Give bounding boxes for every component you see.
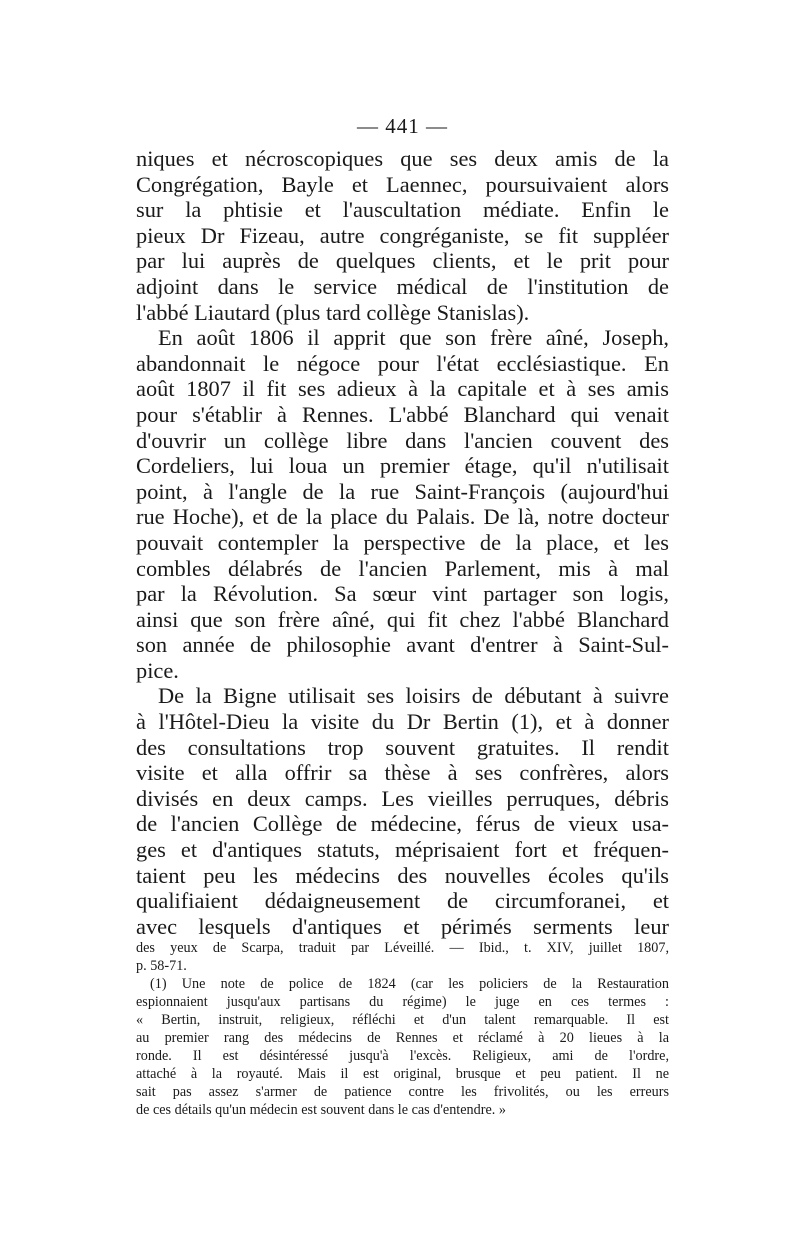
footnote-line: des yeux de Scarpa, traduit par Léveillé. — Ibid., t. XIV, juillet 1807, (136, 940, 669, 956)
text-line: ges et d'antiques statuts, méprisaient fort et fréquen- (136, 837, 669, 863)
footnote-line: ronde. Il est désintéressé jusqu'à l'excès. Religieux, ami de l'ordre, (136, 1048, 669, 1064)
text-line: d'ouvrir un collège libre dans l'ancien couvent des (136, 427, 669, 453)
text-line: à l'Hôtel-Dieu la visite du Dr Bertin (1), et à donner (136, 709, 669, 735)
text-line: combles délabrés de l'ancien Parlement, mis à mal (136, 555, 669, 581)
main-text (136, 146, 669, 939)
text-line: Congrégation, Bayle et Laennec, poursuivaient alors (136, 171, 669, 197)
text-line: point, à l'angle de la rue Saint-François (aujourd'hui (136, 478, 669, 504)
footnote-line: de ces détails qu'un médecin est souvent dans le cas d'entendre. » (136, 1102, 506, 1118)
text-line: son année de philosophie avant d'entrer à Saint-Sul- (136, 632, 669, 658)
text-line: par la Révolution. Sa sœur vint partager son logis, (136, 581, 669, 607)
footnote-line: « Bertin, instruit, religieux, réfléchi et d'un talent remarquable. Il est (136, 1012, 669, 1028)
text-line: De la Bigne utilisait ses loisirs de débutant à suivre (158, 683, 669, 709)
text-line: pieux Dr Fizeau, autre congréganiste, se fit suppléer (136, 222, 669, 248)
text-line: pouvait contempler la perspective de la place, et les (136, 529, 669, 555)
footnotes (136, 939, 669, 1119)
text-line: pice. (136, 657, 179, 683)
text-line: ainsi que son frère aîné, qui fit chez l'abbé Blanchard (136, 606, 669, 632)
text-line: Cordeliers, lui loua un premier étage, qu'il n'utilisait (136, 453, 669, 479)
text-line: taient peu les médecins des nouvelles écoles qu'ils (136, 862, 669, 888)
text-line: des consultations trop souvent gratuites. Il rendit (136, 734, 669, 760)
text-line: pour s'établir à Rennes. L'abbé Blanchard qui venait (136, 401, 669, 427)
footnote-line: attaché à la royauté. Mais il est original, brusque et peu patient. Il ne (136, 1066, 669, 1082)
footnote-line: au premier rang des médecins de Rennes et réclamé à 20 lieues à la (136, 1030, 669, 1046)
text-line: rue Hoche), et de la place du Palais. De là, notre docteur (136, 504, 669, 530)
text-line: divisés en deux camps. Les vieilles perruques, débris (136, 785, 669, 811)
text-line: août 1807 il fit ses adieux à la capitale et à ses amis (136, 376, 669, 402)
text-line: qualifiaient dédaigneusement de circumforanei, et (136, 888, 669, 914)
page-number: — 441 — (357, 114, 448, 138)
footnote-line: espionnaient jusqu'aux partisans du régime) le juge en ces termes : (136, 994, 669, 1010)
text-line: visite et alla offrir sa thèse à ses confrères, alors (136, 760, 669, 786)
footnote-line: p. 58-71. (136, 958, 187, 974)
text-line: sur la phtisie et l'auscultation médiate. Enfin le (136, 197, 669, 223)
text-line: l'abbé Liautard (plus tard collège Stanislas). (136, 299, 530, 325)
text-line: abandonnait le négoce pour l'état ecclésiastique. En (136, 350, 669, 376)
text-line: En août 1806 il apprit que son frère aîné, Joseph, (158, 325, 669, 351)
text-line: par lui auprès de quelques clients, et le prit pour (136, 248, 669, 274)
text-line: niques et nécroscopiques que ses deux amis de la (136, 146, 669, 171)
text-line: adjoint dans le service médical de l'institution de (136, 273, 669, 299)
text-line: de l'ancien Collège de médecine, férus de vieux usa- (136, 811, 669, 837)
text-line: avec lesquels d'antiques et périmés serments leur (136, 913, 669, 939)
footnote-line: (1) Une note de police de 1824 (car les policiers de la Restauration (150, 976, 669, 992)
footnote-line: sait pas assez s'armer de patience contre les frivolités, ou les erreurs (136, 1084, 669, 1100)
